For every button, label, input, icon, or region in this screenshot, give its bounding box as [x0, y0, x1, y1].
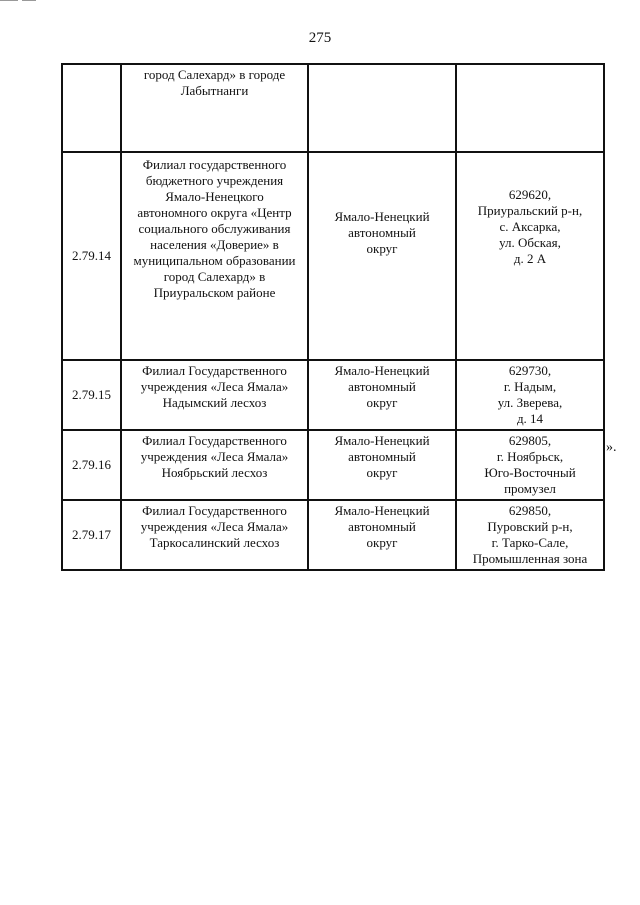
name-line: Филиал Государственного — [142, 363, 287, 378]
institution-name-cell — [121, 360, 308, 430]
registry-table — [61, 63, 605, 571]
region-line: округ — [366, 465, 398, 480]
name-line: бюджетного учреждения — [145, 173, 284, 188]
address-line: Пуровский р-н, — [487, 519, 573, 534]
region-line: Ямало-Ненецкий — [334, 209, 430, 224]
address-cell — [456, 152, 604, 360]
scan-margin-mark — [0, 0, 18, 3]
row-number-cell: 2.79.16 — [62, 430, 121, 500]
name-line: учреждения «Леса Ямала» — [140, 379, 289, 394]
address-line: д. 2 А — [513, 251, 547, 266]
address-line: 629730, — [508, 363, 552, 378]
name-line: социального обслуживания — [138, 221, 291, 236]
institution-name-cell — [121, 500, 308, 570]
name-line: учреждения «Леса Ямала» — [140, 449, 289, 464]
address-line: ул. Зверева, — [497, 395, 563, 410]
address-cell — [456, 430, 604, 500]
region-cell — [308, 500, 456, 570]
region-line: Ямало-Ненецкий — [334, 503, 430, 518]
address-line: д. 14 — [516, 411, 544, 426]
address-cell — [456, 360, 604, 430]
region-line: Ямало-Ненецкий — [334, 363, 430, 378]
row-number-cell: 2.79.14 — [62, 152, 121, 360]
name-line: учреждения «Леса Ямала» — [140, 519, 289, 534]
address-line: 629850, — [508, 503, 552, 518]
region-line: округ — [366, 395, 398, 410]
row-number-cell: 2.79.15 — [62, 360, 121, 430]
name-line: Таркосалинский лесхоз — [149, 535, 280, 550]
page-number: 275 — [308, 30, 332, 46]
row-number-cell: 2.79.17 — [62, 500, 121, 570]
region-line: Ямало-Ненецкий — [334, 433, 430, 448]
address-line: г. Ноябрьск, — [496, 449, 564, 464]
name-line: муниципальном образовании — [133, 253, 296, 268]
name-line: Ноябрьский лесхоз — [161, 465, 268, 480]
table-row — [62, 360, 604, 430]
region-line: автономный — [348, 225, 416, 240]
institution-name-cell — [121, 430, 308, 500]
region-cell — [308, 430, 456, 500]
region-cell — [308, 360, 456, 430]
region-cell — [308, 64, 456, 152]
table-row — [62, 152, 604, 360]
name-line: Филиал Государственного — [142, 503, 287, 518]
row-number-cell — [62, 64, 121, 152]
name-line: город Салехард» в — [163, 269, 266, 284]
name-line: населения «Доверие» в — [150, 237, 279, 252]
region-cell — [308, 152, 456, 360]
address-line: промузел — [504, 481, 556, 496]
institution-name-cell — [121, 152, 308, 360]
region-line: автономный — [348, 519, 416, 534]
name-line: Приуральском районе — [153, 285, 276, 300]
closing-quote-mark: ». — [606, 440, 617, 455]
scan-margin-mark — [22, 0, 36, 3]
name-line: город Салехард» в городе — [143, 67, 286, 82]
name-line: Ямало-Ненецкого — [165, 189, 264, 204]
name-line: Филиал Государственного — [142, 433, 287, 448]
table-row — [62, 64, 604, 152]
address-line: Юго-Восточный — [484, 465, 576, 480]
table-row — [62, 500, 604, 570]
address-cell — [456, 64, 604, 152]
institution-name-cell — [121, 64, 308, 152]
address-cell — [456, 500, 604, 570]
address-line: Промышленная зона — [472, 551, 588, 566]
name-line: Филиал государственного — [142, 157, 287, 172]
region-line: округ — [366, 241, 398, 256]
name-line: Лабытнанги — [180, 83, 249, 98]
table-row — [62, 430, 604, 500]
name-line: автономного округа «Центр — [137, 205, 292, 220]
region-line: округ — [366, 535, 398, 550]
address-line: 629620, — [508, 187, 552, 202]
address-line: с. Аксарка, — [499, 219, 561, 234]
region-line: автономный — [348, 379, 416, 394]
address-line: Приуральский р-н, — [477, 203, 583, 218]
address-line: г. Тарко-Сале, — [491, 535, 569, 550]
address-line: ул. Обская, — [499, 235, 561, 250]
address-line: 629805, — [508, 433, 552, 448]
address-line: г. Надым, — [503, 379, 557, 394]
name-line: Надымский лесхоз — [162, 395, 267, 410]
region-line: автономный — [348, 449, 416, 464]
